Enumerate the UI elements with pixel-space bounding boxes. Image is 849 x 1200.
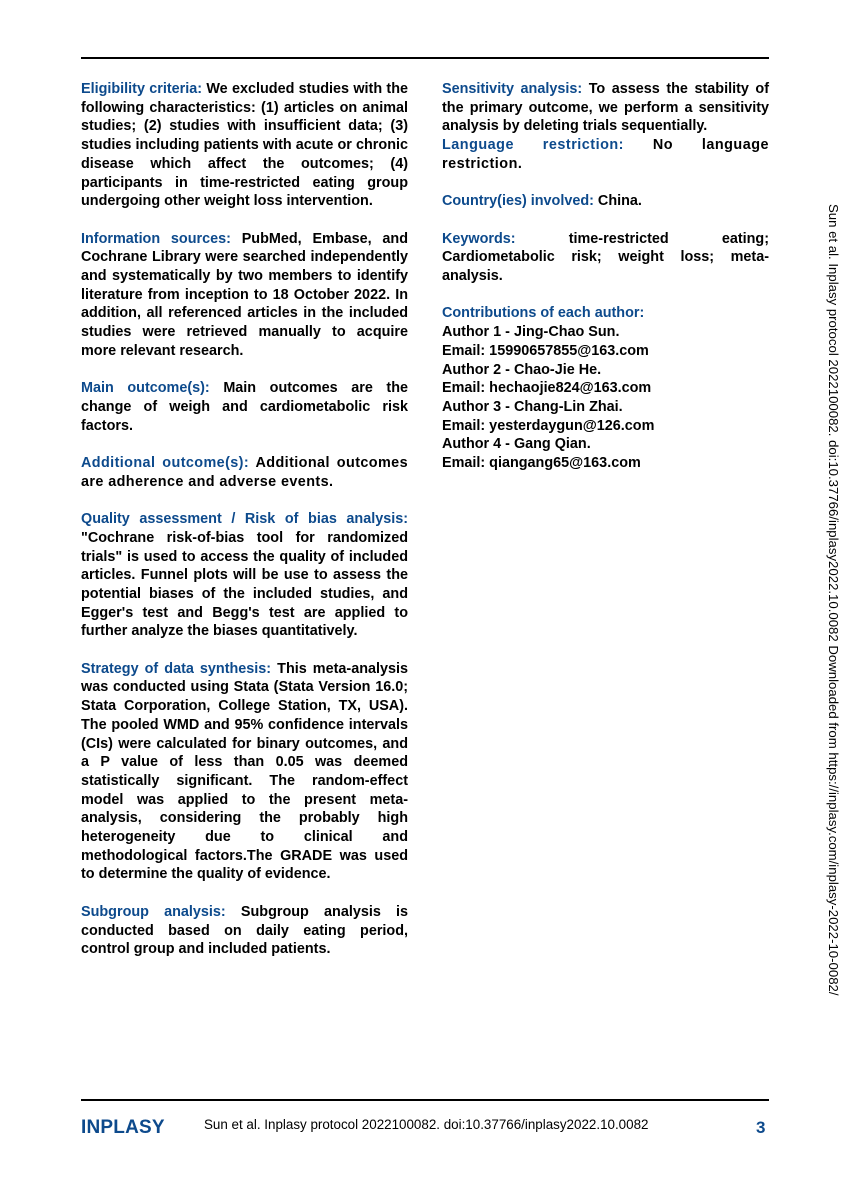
quality-assessment-heading: Quality assessment / Risk of bias analysis: — [81, 511, 408, 528]
main-outcomes-section — [81, 379, 408, 435]
author-line: Author 3 - Chang-Lin Zhai. — [442, 398, 623, 415]
sensitivity-heading: Sensitivity analysis: — [442, 81, 583, 97]
footer-citation: Sun et al. Inplasy protocol 2022100082. doi:10.37766/inplasy2022.10.0082 — [204, 1117, 649, 1132]
information-sources-heading: Information sources: — [81, 230, 231, 247]
quality-assessment-section — [81, 510, 408, 641]
main-outcomes-heading: Main outcome(s): — [81, 380, 210, 397]
quality-assessment-text: "Cochrane risk-of-bias tool for randomized trials" is used to access the quality of included articles. Funnel plots will be use to assess the potential biases of the included studies, and Egger's test and Begg's test are applied to further analyze the biases quantitatively. — [81, 529, 408, 640]
author-email: Email: hechaojie824@163.com — [442, 380, 652, 397]
additional-outcomes-text: Additional outcomes are adherence and adverse events. — [81, 455, 408, 490]
footer-brand: INPLASY — [81, 1117, 165, 1138]
contributions-heading: Contributions of each author: — [442, 305, 645, 322]
information-sources-section — [81, 230, 408, 361]
language-section — [442, 136, 769, 173]
side-download-text: Sun et al. Inplasy protocol 2022100082. doi:10.37766/inplasy2022.10.0082 Downloaded from https://inplasy.com/inplasy-2022-10-0082/ — [826, 204, 841, 996]
data-synthesis-text: This meta-analysis was conducted using Stata (Stata Version 16.0; Stata Corporation, College Station, TX, USA). The pooled WMD and 95% confidence intervals (CIs) were calculated for binary outcomes, and a P value of less than 0.05 was deemed statistically significant. The random-effect model was applied to the present meta-analysis, considering the probably high heterogeneity due to clinical and methodological factors.The GRADE was used to determine the quality of evidence. — [81, 660, 408, 883]
additional-outcomes-heading: Additional outcome(s): — [81, 455, 250, 472]
keywords-text: time-restricted eating; Cardiometabolic risk; weight loss; meta-analysis. — [442, 230, 769, 284]
subgroup-analysis-text: Subgroup analysis is conducted based on daily eating period, control group and included patients. — [81, 903, 409, 958]
author-email: Email: qiangang65@163.com — [442, 455, 641, 472]
author-line: Author 1 - Jing-Chao Sun. — [442, 324, 620, 341]
author-line: Author 4 - Gang Qian. — [442, 436, 591, 453]
right-column — [442, 80, 769, 491]
eligibility-text: We excluded studies with the following characteristics: (1) articles on animal studies; (2) studies with insufficient data; (3) studies including patients with acute or chronic disease which affect the outcomes; (4) participants in time-restricted eating group undergoing other weight loss intervention. — [81, 81, 408, 210]
contributions-section — [442, 304, 769, 472]
author-email: Email: 15990657855@163.com — [442, 342, 649, 359]
top-rule — [81, 57, 769, 59]
page-number: 3 — [756, 1118, 766, 1137]
data-synthesis-heading: Strategy of data synthesis: — [81, 660, 272, 677]
country-heading: Country(ies) involved: — [442, 193, 594, 210]
eligibility-section — [81, 80, 408, 211]
subgroup-analysis-heading: Subgroup analysis: — [81, 903, 226, 920]
keywords-section — [442, 230, 769, 286]
country-section — [442, 192, 769, 211]
bottom-rule — [81, 1099, 769, 1101]
eligibility-heading: Eligibility criteria: — [81, 81, 203, 97]
sensitivity-text: To assess the stability of the primary outcome, we perform a sensitivity analysis by deleting trials sequentially. — [442, 81, 770, 135]
author-line: Author 2 - Chao-Jie He. — [442, 361, 602, 378]
language-heading: Language restriction: — [442, 137, 624, 154]
sensitivity-section — [442, 80, 769, 136]
left-column — [81, 80, 408, 978]
language-text: No language restriction. — [442, 137, 770, 172]
keywords-heading: Keywords: — [442, 230, 516, 247]
subgroup-analysis-section — [81, 903, 408, 959]
main-outcomes-text: Main outcomes are the change of weigh and cardiometabolic risk factors. — [81, 380, 409, 434]
author-email: Email: yesterdaygun@126.com — [442, 417, 655, 434]
data-synthesis-section — [81, 660, 408, 884]
information-sources-text: PubMed, Embase, and Cochrane Library were searched independently and systematically by two members to identify literature from inception to 18 October 2022. In addition, all referenced articles in the included studies were retrieved manually to acquire more relevant research. — [81, 230, 408, 359]
country-text: China. — [597, 193, 642, 210]
additional-outcomes-section — [81, 454, 408, 491]
side-download-notice — [824, 204, 842, 1080]
